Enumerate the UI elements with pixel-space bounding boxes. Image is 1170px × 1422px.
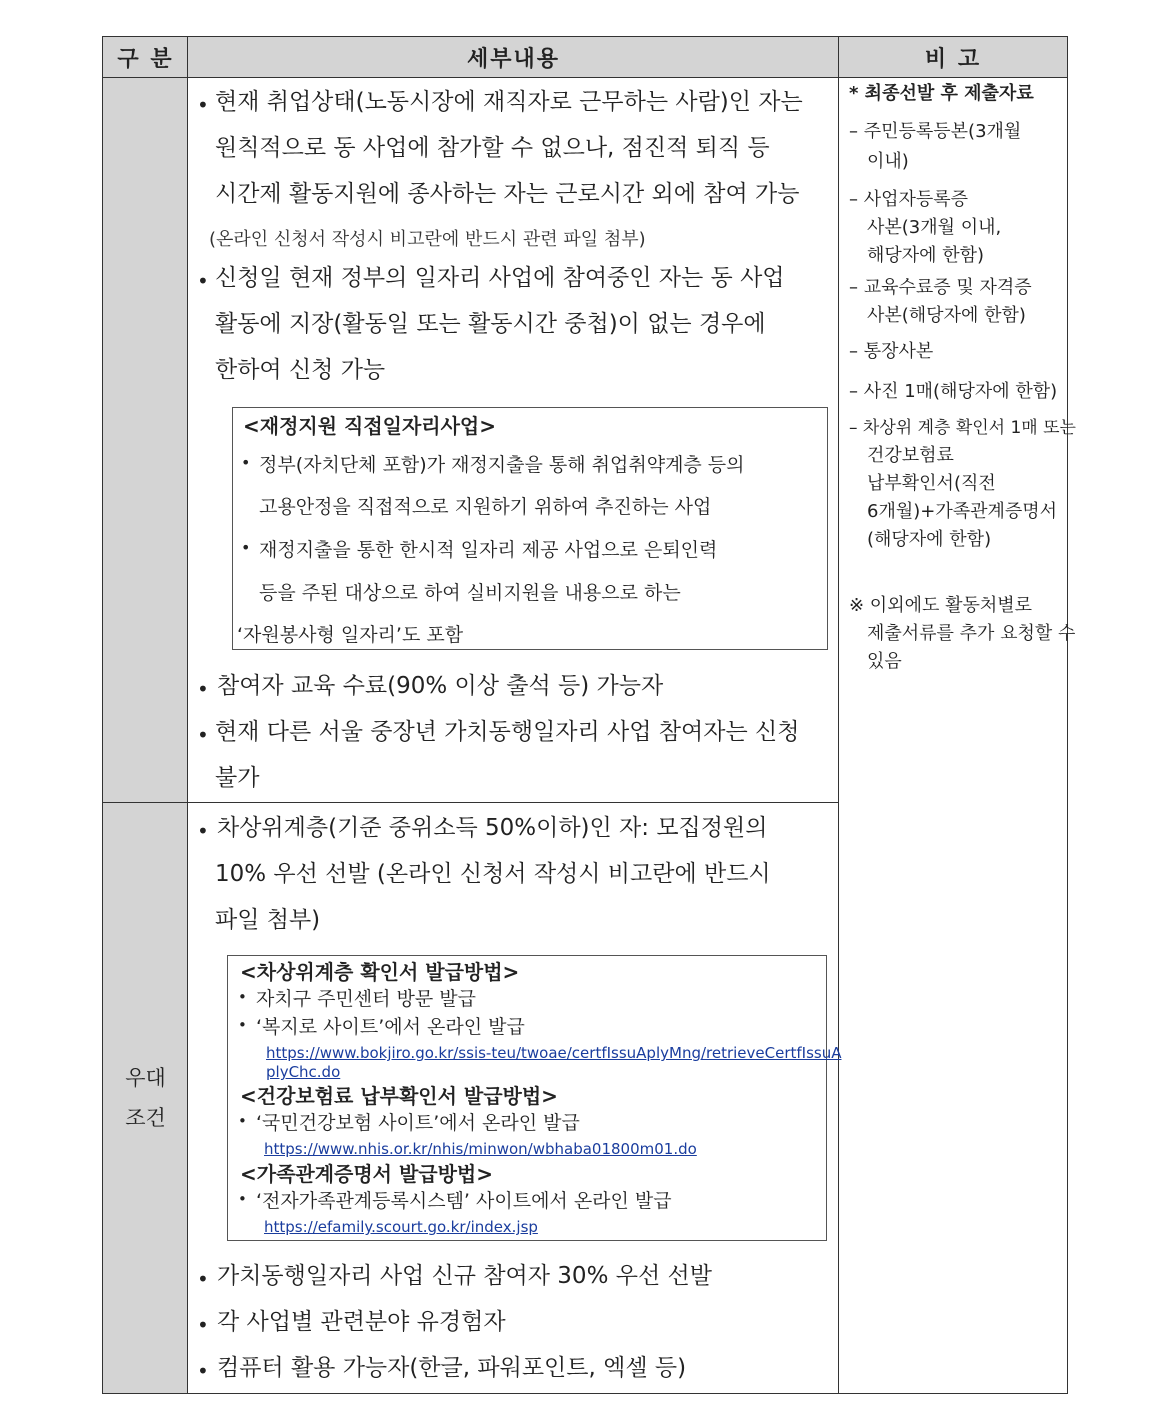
remarks-note: 제출서류를 추가 요청할 수 — [867, 623, 1076, 644]
remarks-line: 사본(해당자에 한함) — [867, 305, 1026, 326]
remarks-line: – 통장사본 — [849, 341, 934, 362]
info-box-line: 등을 주된 대상으로 하여 실비지원을 내용으로 하는 — [259, 582, 681, 604]
bullet-icon: • — [241, 538, 251, 557]
category-label-line1: 우대 — [125, 1066, 166, 1090]
remarks-line: – 사업자등록증 — [849, 189, 969, 210]
bullet-icon: • — [197, 723, 209, 747]
detail-line: 한하여 신청 가능 — [215, 357, 386, 383]
bullet-icon: • — [238, 1112, 247, 1130]
remarks-note: 있음 — [867, 651, 902, 672]
bullet-icon: • — [197, 1267, 209, 1291]
efamily-link[interactable]: https://efamily.scourt.go.kr/index.jsp — [264, 1218, 538, 1236]
nhis-link[interactable]: https://www.nhis.or.kr/nhis/minwon/wbhaba01800m01.do — [264, 1140, 697, 1158]
detail-line: 활동에 지장(활동일 또는 활동시간 중첩)이 없는 경우에 — [215, 311, 766, 337]
bokjiro-link-cont[interactable]: plyChc.do — [266, 1063, 341, 1081]
remarks-line: 이내) — [867, 151, 909, 172]
remarks-line: – 차상위 계층 확인서 1매 또는 — [849, 418, 1076, 438]
detail-line: 신청일 현재 정부의 일자리 사업에 참여중인 자는 동 사업 — [215, 265, 785, 291]
header-remarks — [839, 37, 1067, 77]
detail-line: 불가 — [215, 765, 260, 791]
info-box-direct-jobs — [232, 407, 828, 650]
remarks-line: – 주민등록등본(3개월 — [849, 121, 1022, 142]
info-box-title: <차상위계층 확인서 발급방법> — [240, 960, 520, 984]
info-box-title: <건강보험료 납부확인서 발급방법> — [240, 1084, 558, 1108]
detail-line: 현재 취업상태(노동시장에 재직자로 근무하는 사람)인 자는 — [215, 89, 803, 115]
remarks-line: (해당자에 한함) — [867, 529, 992, 550]
bullet-icon: • — [197, 1359, 209, 1383]
category-cell-eligibility — [103, 77, 188, 803]
remarks-title: * 최종선발 후 제출자료 — [849, 83, 1034, 104]
divider — [103, 77, 1067, 78]
info-box-issuance-methods — [227, 955, 842, 1241]
header-category-label: 구 분 — [117, 46, 174, 72]
info-box-line: 재정지출을 통한 한시적 일자리 제공 사업으로 은퇴인력 — [259, 539, 718, 561]
bullet-icon: • — [238, 1016, 247, 1034]
info-box-line: ‘전자가족관계등록시스템’ 사이트에서 온라인 발급 — [256, 1190, 672, 1212]
detail-note: (온라인 신청서 작성시 비고란에 반드시 관련 파일 첨부) — [209, 229, 646, 250]
detail-line: 원칙적으로 동 사업에 참가할 수 없으나, 점진적 퇴직 등 — [215, 135, 770, 161]
remarks-line: 해당자에 한함) — [867, 245, 985, 266]
info-box-line: 자치구 주민센터 방문 발급 — [256, 988, 477, 1010]
remarks-line: 사본(3개월 이내, — [867, 217, 1002, 238]
requirements-table — [102, 36, 1076, 1394]
category-label-line2: 조건 — [125, 1106, 166, 1130]
remarks-line: 건강보험료 — [867, 445, 954, 466]
bullet-icon: • — [197, 93, 209, 117]
category-cell-preference — [103, 803, 188, 1393]
header-details-label: 세부내용 — [466, 46, 560, 72]
detail-line: 시간제 활동지원에 종사하는 자는 근로시간 외에 참여 가능 — [215, 181, 800, 207]
detail-line: 각 사업별 관련분야 유경험자 — [217, 1309, 506, 1335]
divider — [103, 802, 839, 803]
info-box-line: ‘자원봉사형 일자리’도 포함 — [237, 624, 464, 646]
info-box-line: ‘국민건강보험 사이트’에서 온라인 발급 — [256, 1112, 580, 1134]
info-box-line: 고용안정을 직접적으로 지원하기 위하여 추진하는 사업 — [259, 496, 712, 518]
header-remarks-label: 비 고 — [924, 46, 982, 72]
bullet-icon: • — [238, 1190, 247, 1208]
detail-line: 참여자 교육 수료(90% 이상 출석 등) 가능자 — [217, 673, 664, 699]
bullet-icon: • — [197, 819, 209, 843]
detail-line: 차상위계층(기준 중위소득 50%이하)인 자: 모집정원의 — [217, 815, 768, 841]
info-box-title: <가족관계증명서 발급방법> — [240, 1162, 493, 1186]
detail-line: 현재 다른 서울 중장년 가치동행일자리 사업 참여자는 신청 — [215, 719, 800, 745]
bullet-icon: • — [197, 269, 209, 293]
header-category — [103, 37, 188, 77]
remarks-line: 납부확인서(직전 — [867, 473, 996, 494]
bullet-icon: • — [197, 677, 209, 701]
info-box-line: 정부(자치단체 포함)가 재정지출을 통해 취업취약계층 등의 — [259, 454, 745, 476]
bullet-icon: • — [197, 1313, 209, 1337]
bokjiro-link[interactable]: https://www.bokjiro.go.kr/ssis-teu/twoae/certfIssuAplyMng/retrieveCertfIssuA — [266, 1044, 842, 1062]
detail-line: 10% 우선 선발 (온라인 신청서 작성시 비고란에 반드시 — [215, 861, 771, 887]
detail-line: 컴퓨터 활용 가능자(한글, 파워포인트, 엑셀 등) — [217, 1355, 687, 1381]
remarks-line: 6개월)+가족관계증명서 — [867, 501, 1058, 522]
divider — [187, 37, 188, 1393]
bullet-icon: • — [238, 988, 247, 1006]
detail-line: 파일 첨부) — [215, 907, 321, 933]
divider — [838, 37, 839, 1393]
remarks-line: – 사진 1매(해당자에 한함) — [849, 381, 1058, 402]
bullet-icon: • — [241, 453, 251, 472]
info-box-title: <재정지원 직접일자리사업> — [243, 414, 496, 438]
info-box-line: ‘복지로 사이트’에서 온라인 발급 — [256, 1016, 525, 1038]
remarks-line: – 교육수료증 및 자격증 — [849, 277, 1032, 298]
header-details — [188, 37, 839, 77]
remarks-note: ※ 이외에도 활동처별로 — [849, 595, 1033, 616]
detail-line: 가치동행일자리 사업 신규 참여자 30% 우선 선발 — [217, 1263, 712, 1289]
